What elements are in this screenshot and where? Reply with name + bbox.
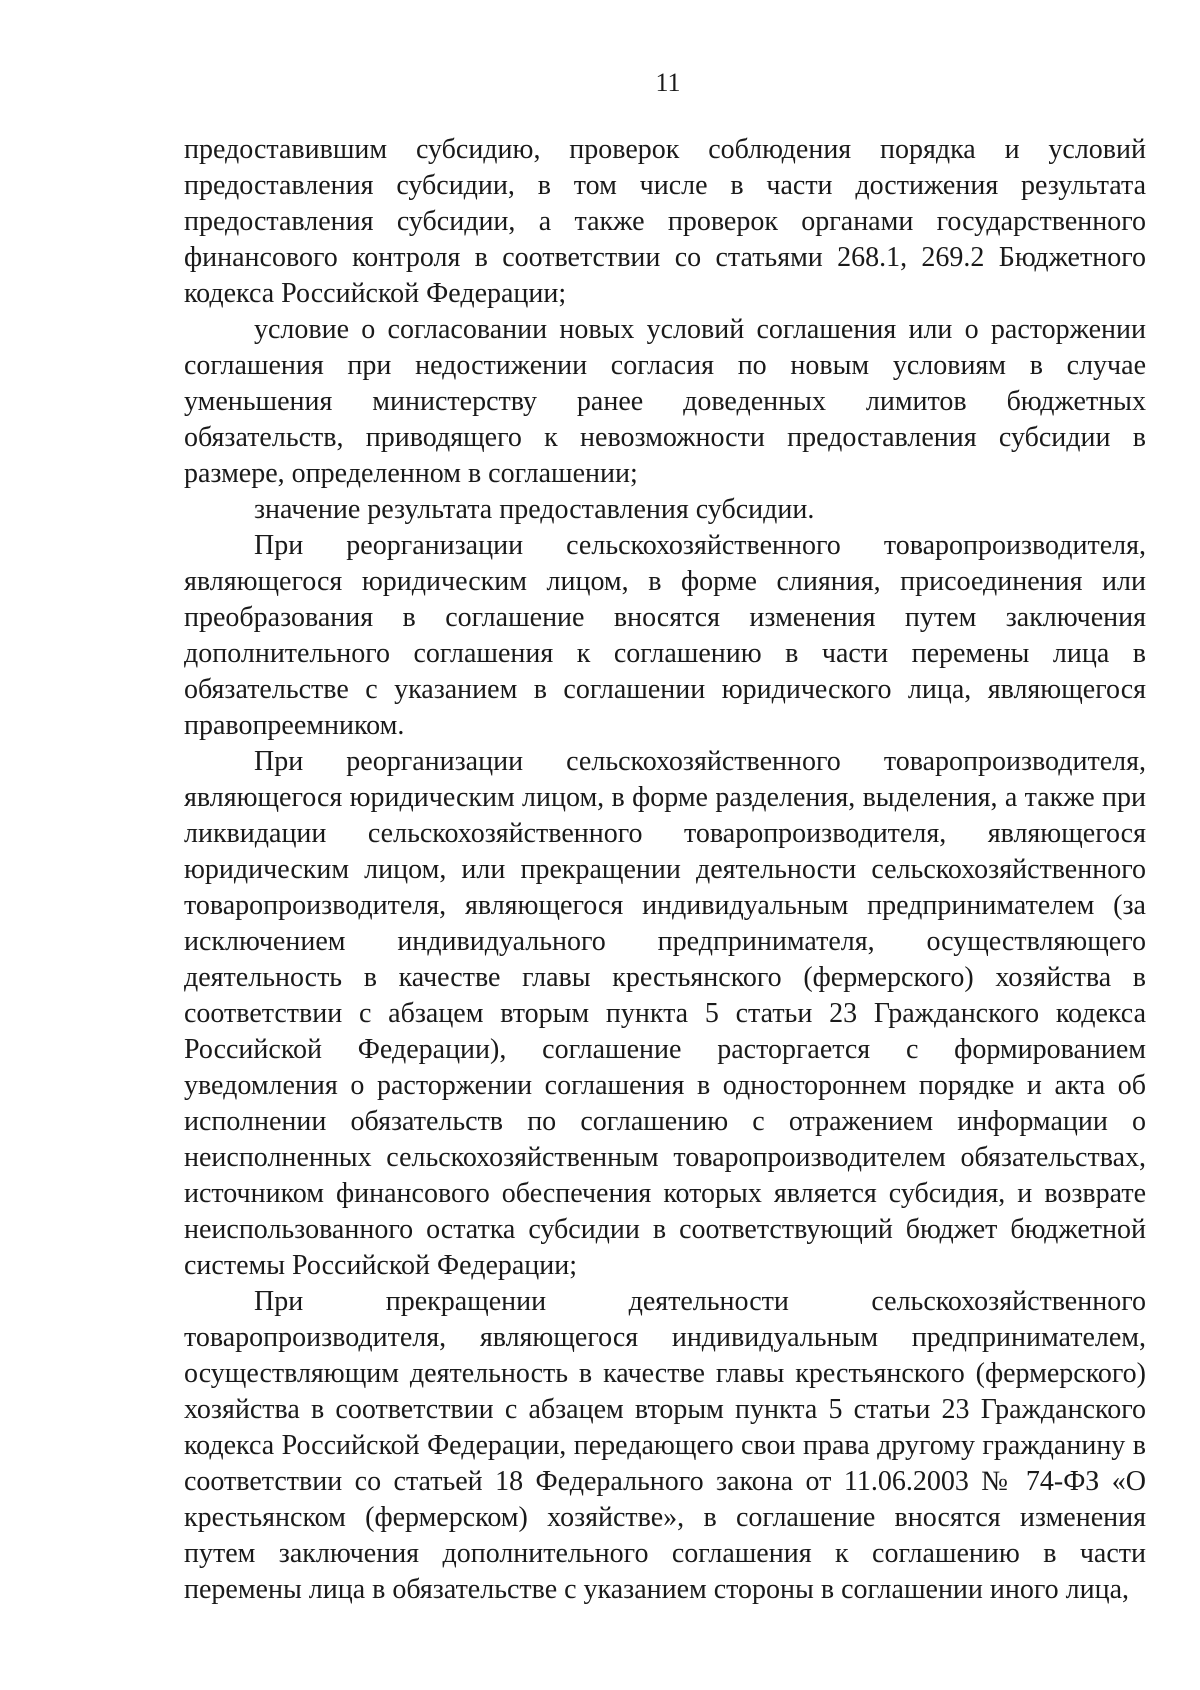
paragraph-2: условие о согласовании новых условий соглашения или о расторжении соглашения при недостижении согласия по новым условиям в случае уменьшения министерству ранее доведенных лимитов бюджетных обязательств, приводящего к невозможности предоставления субсидии в размере, определенном в соглашении; [184,314,1146,489]
paragraph-6: При прекращении деятельности сельскохозяйственного товаропроизводителя, являющегося индивидуальным предпринимателем, осуществляющим деятельность в качестве главы крестьянского (фермерского) хозяйства в соответствии с абзацем вторым пункта 5 статьи 23 Гражданского кодекса Российской Федерации, передающего свои права другому гражданину в соответствии со статьей 18 Федерального закона от 11.06.2003 № 74-ФЗ «О крестьянском (фермерском) хозяйстве», в соглашение вносятся изменения путем заключения дополнительного соглашения к соглашению в части перемены лица в обязательстве с указанием стороны в соглашении иного лица, [184,1286,1146,1605]
paragraph-1: предоставившим субсидию, проверок соблюдения порядка и условий предоставления субсидии, в том числе в части достижения результата предоставления субсидии, а также проверок органами государственного финансового контроля в соответствии со статьями 268.1, 269.2 Бюджетного кодекса Российской Федерации; [184,134,1146,309]
paragraph-5: При реорганизации сельскохозяйственного товаропроизводителя, являющегося юридическим лицом, в форме разделения, выделения, а также при ликвидации сельскохозяйственного товаропроизводителя, являющегося юридическим лицом, или прекращении деятельности сельскохозяйственного товаропроизводителя, являющегося индивидуальным предпринимателем (за исключением индивидуального предпринимателя, осуществляющего деятельность в качестве главы крестьянского (фермерского) хозяйства в соответствии с абзацем вторым пункта 5 статьи 23 Гражданского кодекса Российской Федерации), соглашение расторгается с формированием уведомления о расторжении соглашения в одностороннем порядке и акта об исполнении обязательств по соглашению с отражением информации о неисполненных сельскохозяйственным товаропроизводителем обязательствах, источником финансового обеспечения которых является субсидия, и возврате неиспользованного остатка субсидии в соответствующий бюджет бюджетной системы Российской Федерации; [184,746,1146,1281]
page-number: 11 [655,68,681,97]
paragraph-3: значение результата предоставления субсидии. [254,494,815,525]
paragraph-4: При реорганизации сельскохозяйственного товаропроизводителя, являющегося юридическим лицом, в форме слияния, присоединения или преобразования в соглашение вносятся изменения путем заключения дополнительного соглашения к соглашению в части перемены лица в обязательстве с указанием в соглашении юридического лица, являющегося правопреемником. [184,530,1146,741]
document-body [184,132,1146,1608]
